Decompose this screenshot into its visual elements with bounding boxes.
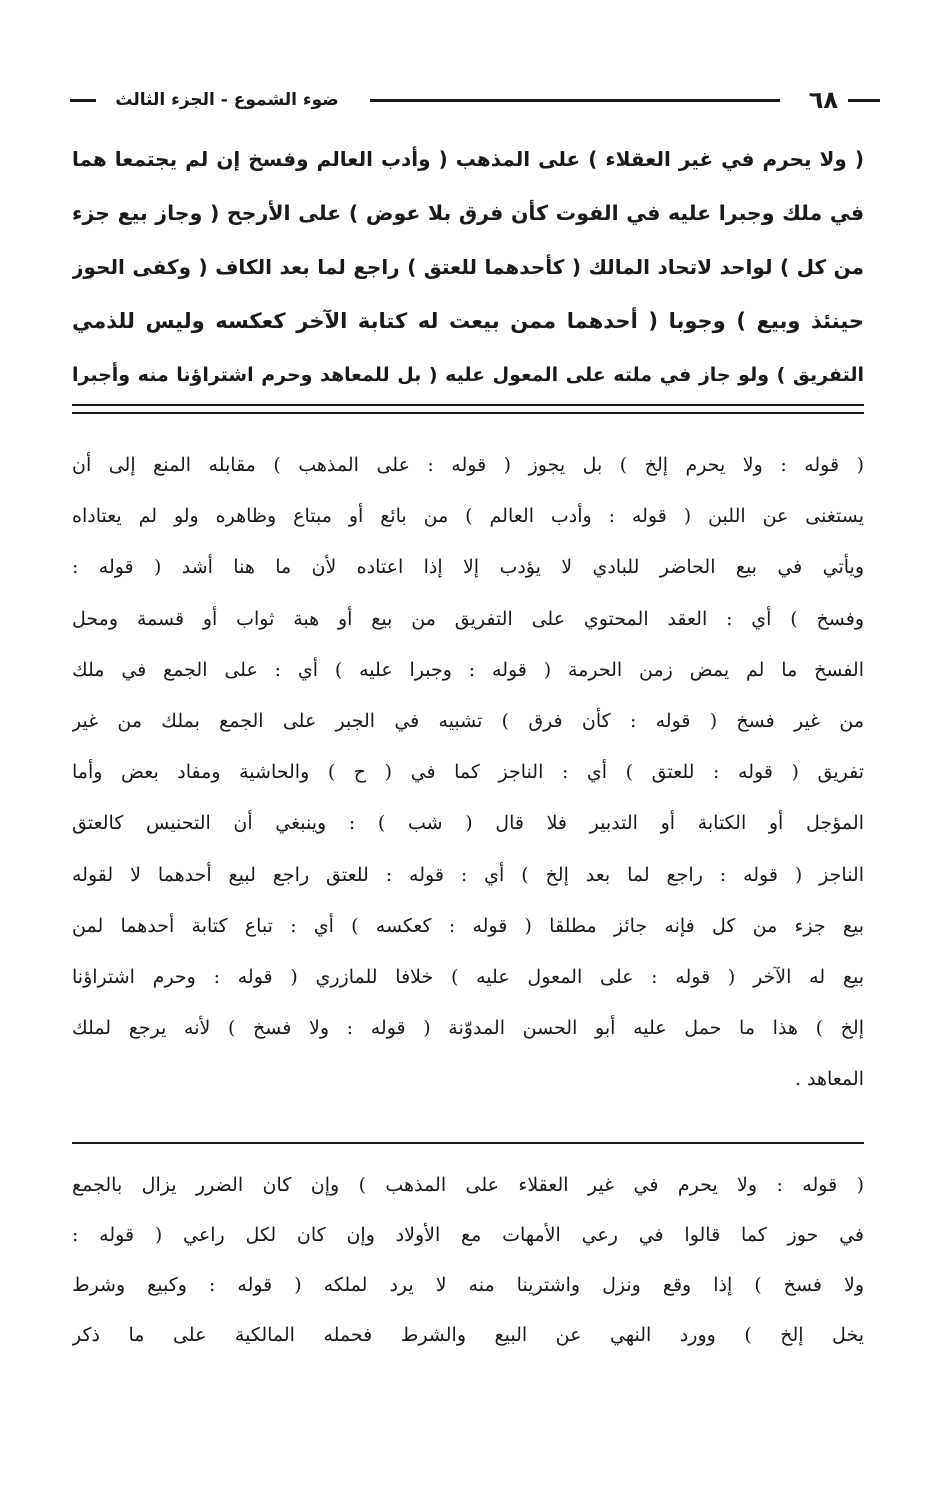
main-text xyxy=(72,132,864,402)
running-title: ضوء الشموع - الجزء الثالث xyxy=(115,90,339,110)
commentary-line: بيع جزء من كل فإنه جائز مطلقا ( قوله : كعكسه ) أي : تباع كتابة أحدهما لمن xyxy=(72,914,864,937)
main-line: في ملك وجبرا عليه في الفوت كأن فرق بلا عوض ) على الأرجح ( وجاز بيع جزء xyxy=(72,201,864,225)
header-rule-left xyxy=(70,99,96,102)
divider-double-top xyxy=(72,404,864,406)
commentary-text xyxy=(72,440,864,1106)
commentary-line: وفسخ ) أي : العقد المحتوي على التفريق من بيع أو هبة ثواب أو قسمة ومحل xyxy=(72,607,864,630)
commentary-line: المعاهد . xyxy=(794,1068,864,1091)
header-rule-middle xyxy=(370,99,780,102)
commentary-line: تفريق ( قوله : للعتق ) أي : الناجز كما في ( ح ) والحاشية ومفاد بعض وأما xyxy=(72,761,864,784)
commentary-line: من غير فسخ ( قوله : كأن فرق ) تشبيه في الجبر على الجمع بملك من غير xyxy=(72,710,864,733)
main-line: من كل ) لواحد لاتحاد المالك ( كأحدهما للعتق ) راجع لما بعد الكاف ( وكفى الحوز xyxy=(72,255,864,279)
commentary-line: ويأتي في بيع الحاضر للبادي لا يؤدب إلا إذا اعتاده لأن ما هنا أشد ( قوله : xyxy=(72,556,864,579)
commentary-line: الناجز ( قوله : راجع لما بعد إلخ ) أي : قوله : للعتق راجع لبيع أحدهما لا لقوله xyxy=(72,863,864,886)
footnote-line: في حوز كما قالوا في رعي الأمهات مع الأولاد وإن كان لكل راعي ( قوله : xyxy=(72,1224,864,1246)
footnote-line: يخل إلخ ) وورد النهي عن البيع والشرط فحمله المالكية على ما ذكر xyxy=(72,1324,864,1346)
main-line: حينئذ وبيع ) وجوبا ( أحدهما ممن بيعت له كتابة الآخر كعكسه وليس للذمي xyxy=(72,309,864,333)
commentary-line: يستغنى عن اللبن ( قوله : وأدب العالم ) من بائع أو مبتاع وظاهره ولو لم يعتاداه xyxy=(72,505,864,528)
footnote-text xyxy=(72,1160,864,1360)
page-number: ٦٨ xyxy=(808,86,838,114)
main-line: ( ولا يحرم في غير العقلاء ) على المذهب ( وأدب العالم وفسخ إن لم يجتمعا هما xyxy=(72,147,864,171)
main-line: التفريق ) ولو جاز في ملته على المعول عليه ( بل للمعاهد وحرم اشتراؤنا منه وأجبرا xyxy=(72,364,864,386)
divider-footnote xyxy=(72,1142,864,1144)
page-header xyxy=(70,80,880,120)
footnote-line: ولا فسخ ) إذا وقع ونزل واشترينا منه لا يرد لملكه ( قوله : وكبيع وشرط xyxy=(72,1274,864,1296)
commentary-line: الفسخ ما لم يمض زمن الحرمة ( قوله : وجبرا عليه ) أي : على الجمع في ملك xyxy=(72,658,864,681)
header-rule-right xyxy=(848,99,880,102)
commentary-line: ( قوله : ولا يحرم إلخ ) بل يجوز ( قوله : على المذهب ) مقابله المنع إلى أن xyxy=(72,454,864,476)
commentary-line: المؤجل أو الكتابة أو التدبير فلا قال ( شب ) : وينبغي أن التحنيس كالعتق xyxy=(72,812,864,835)
commentary-line: بيع له الآخر ( قوله : على المعول عليه ) خلافا للمازري ( قوله : وحرم اشتراؤنا xyxy=(72,966,864,989)
footnote-line: ( قوله : ولا يحرم في غير العقلاء على المذهب ) وإن كان الضرر يزال بالجمع xyxy=(72,1174,864,1196)
divider-double-bottom xyxy=(72,412,864,414)
commentary-line: إلخ ) هذا ما حمل عليه أبو الحسن المدوّنة ( قوله : ولا فسخ ) لأنه يرجع لملك xyxy=(72,1017,864,1040)
